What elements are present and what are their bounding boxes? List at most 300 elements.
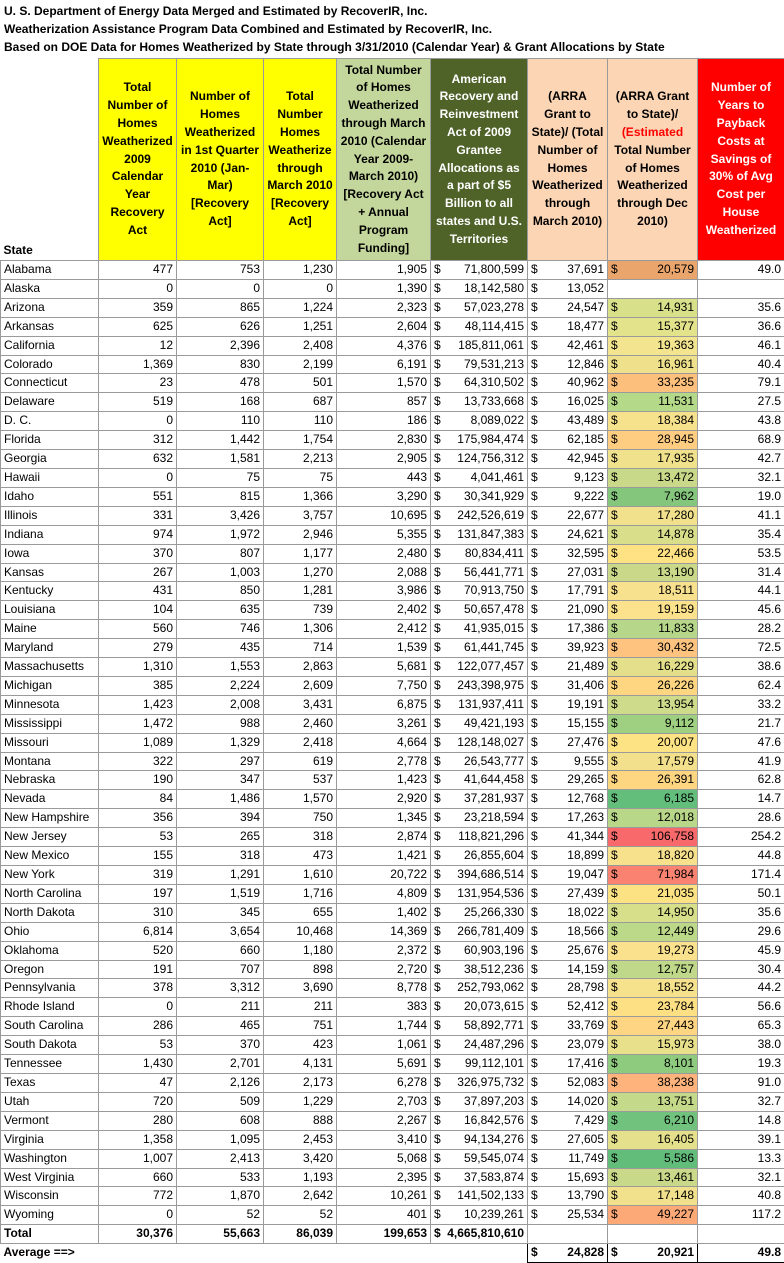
cell-value: 37,897,203	[464, 1094, 524, 1108]
cell-cost-per-home-estimated	[608, 261, 698, 280]
cell-cost-per-home-estimated	[608, 790, 698, 809]
table-row	[1, 979, 784, 998]
table-row	[1, 1073, 784, 1092]
cell-cost-per-home-estimated	[608, 393, 698, 412]
cell-payback-years: 49.0	[698, 261, 784, 280]
cell-cost-per-home-march	[528, 847, 608, 866]
cell-homes-2009: 0	[99, 279, 177, 298]
cell-value: 20,007	[657, 735, 694, 749]
dollar-sign: $	[434, 696, 441, 714]
cell-homes-through-march: 888	[264, 1111, 337, 1130]
cell-homes-total-program: 5,355	[337, 525, 431, 544]
cell-value: 131,954,536	[457, 886, 524, 900]
dollar-sign: $	[611, 1187, 618, 1205]
cell-value: 17,280	[657, 508, 694, 522]
cell-value: 37,691	[567, 262, 604, 276]
cell-value: 56,441,771	[464, 565, 524, 579]
cell-cost-per-home-estimated	[608, 639, 698, 658]
cell-value: 58,892,771	[464, 1018, 524, 1032]
cell-value: 39,923	[567, 640, 604, 654]
cell-value: 243,398,975	[457, 678, 524, 692]
dollar-sign: $	[434, 658, 441, 676]
cell-homes-total-program: 6,875	[337, 695, 431, 714]
cell-cost-per-home-estimated	[608, 733, 698, 752]
dollar-sign: $	[611, 1112, 618, 1130]
cell-value: 128,148,027	[457, 735, 524, 749]
cell-value: 50,657,478	[464, 602, 524, 616]
cell-homes-through-march: 2,609	[264, 676, 337, 695]
dollar-sign: $	[531, 979, 538, 997]
cell-value: 27,476	[567, 735, 604, 749]
dollar-sign: $	[611, 1055, 618, 1073]
dollar-sign: $	[531, 790, 538, 808]
cell-cost-per-home-estimated	[608, 960, 698, 979]
cell-cost-per-home-march	[528, 903, 608, 922]
table-row	[1, 525, 784, 544]
cell-homes-2009: 625	[99, 317, 177, 336]
cell-homes-through-march: 473	[264, 847, 337, 866]
dollar-sign: $	[531, 904, 538, 922]
cell-value: 24,828	[567, 1245, 604, 1259]
cell-cost-per-home-march	[528, 298, 608, 317]
cell-cost-per-home-march	[528, 468, 608, 487]
cell-homes-q1-2010: 345	[177, 903, 264, 922]
cell-value: 394,686,514	[457, 867, 524, 881]
dollar-sign: $	[611, 961, 618, 979]
cell-state: Tennessee	[1, 1055, 99, 1074]
cell-cost-per-home-march	[528, 1130, 608, 1149]
cell-value: 37,281,937	[464, 791, 524, 805]
dollar-sign: $	[611, 734, 618, 752]
cell-value: 17,579	[657, 754, 694, 768]
cell-homes-q1-2010: 3,426	[177, 506, 264, 525]
cell-homes-2009: 560	[99, 620, 177, 639]
cell-payback-years: 40.8	[698, 1187, 784, 1206]
cell-value: 16,405	[657, 1132, 694, 1146]
cell-homes-2009: 279	[99, 639, 177, 658]
dollar-sign: $	[611, 1017, 618, 1035]
cell-payback-years: 31.4	[698, 563, 784, 582]
cell-state: Vermont	[1, 1111, 99, 1130]
cell-state: Alaska	[1, 279, 99, 298]
cell-cost-per-home-estimated	[608, 695, 698, 714]
cell-value: 18,384	[657, 413, 694, 427]
cell-value: 16,025	[567, 394, 604, 408]
cell-cost-per-home-estimated	[608, 582, 698, 601]
cell-homes-q1-2010: 110	[177, 412, 264, 431]
cell-homes-through-march: 2,213	[264, 450, 337, 469]
cell-value: 131,937,411	[458, 697, 524, 711]
cell-homes-q1-2010: 318	[177, 847, 264, 866]
cell-cost-per-home-estimated	[608, 336, 698, 355]
header-homes-through-march: Total Number Homes Weatherize through March 2010 [Recovery Act]	[264, 59, 337, 261]
cell-payback-years: 35.6	[698, 903, 784, 922]
dollar-sign: $	[611, 299, 618, 317]
cell-arra-allocation	[431, 582, 528, 601]
table-row	[1, 1168, 784, 1187]
dollar-sign: $	[531, 620, 538, 638]
cell-state: Minnesota	[1, 695, 99, 714]
cell-arra-allocation	[431, 1130, 528, 1149]
cell-payback-years: 39.1	[698, 1130, 784, 1149]
dollar-sign: $	[531, 337, 538, 355]
cell-state: Colorado	[1, 355, 99, 374]
table-row	[1, 374, 784, 393]
dollar-sign: $	[531, 847, 538, 865]
dollar-sign: $	[434, 488, 441, 506]
table-body	[1, 261, 784, 1263]
cell-homes-through-march: 1,306	[264, 620, 337, 639]
cell-homes-total-program: 443	[337, 468, 431, 487]
cell-payback-years: 42.7	[698, 450, 784, 469]
cell-value: 14,931	[657, 300, 694, 314]
cell-homes-2009: 431	[99, 582, 177, 601]
cell-value: 18,022	[567, 905, 604, 919]
cell-total-empty	[608, 1225, 698, 1244]
cell-value: 141,502,133	[457, 1188, 524, 1202]
header-col7-part-c: Total Number of Homes Weatherized through Dec 2010)	[614, 143, 690, 228]
cell-value: 21,489	[567, 659, 604, 673]
cell-cost-per-home-march	[528, 393, 608, 412]
cell-homes-q1-2010: 509	[177, 1092, 264, 1111]
cell-value: 14,878	[657, 527, 694, 541]
cell-value: 41,644,458	[464, 772, 524, 786]
cell-homes-through-march: 1,366	[264, 487, 337, 506]
cell-value: 17,148	[657, 1188, 694, 1202]
cell-state: Missouri	[1, 733, 99, 752]
cell-homes-2009: 720	[99, 1092, 177, 1111]
dollar-sign: $	[531, 1112, 538, 1130]
cell-value: 30,432	[657, 640, 694, 654]
cell-homes-q1-2010: 1,003	[177, 563, 264, 582]
table-row	[1, 261, 784, 280]
dollar-sign: $	[531, 412, 538, 430]
cell-homes-q1-2010: 478	[177, 374, 264, 393]
cell-arra-allocation	[431, 1206, 528, 1225]
cell-value: 27,031	[567, 565, 604, 579]
table-row	[1, 658, 784, 677]
cell-homes-q1-2010: 660	[177, 941, 264, 960]
table-row	[1, 601, 784, 620]
cell-value: 19,191	[567, 697, 604, 711]
cell-value: 25,266,330	[464, 905, 524, 919]
dollar-sign: $	[611, 998, 618, 1016]
cell-homes-q1-2010: 988	[177, 714, 264, 733]
dollar-sign: $	[531, 1017, 538, 1035]
cell-homes-through-march: 1,610	[264, 866, 337, 885]
cell-cost-per-home-march	[528, 374, 608, 393]
cell-value: 24,487,296	[464, 1037, 524, 1051]
cell-arra-allocation	[431, 639, 528, 658]
cell-cost-per-home-estimated	[608, 1168, 698, 1187]
dollar-sign: $	[531, 507, 538, 525]
table-row	[1, 506, 784, 525]
cell-value: 11,749	[568, 1151, 604, 1165]
cell-value: 17,263	[567, 810, 604, 824]
cell-value: 12,018	[657, 810, 694, 824]
cell-homes-through-march: 3,431	[264, 695, 337, 714]
weatherization-table	[0, 58, 784, 1263]
cell-value: 17,416	[567, 1056, 604, 1070]
cell-homes-through-march: 75	[264, 468, 337, 487]
cell-value: 7,429	[574, 1113, 604, 1127]
cell-arra-allocation	[431, 1187, 528, 1206]
cell-arra-allocation	[431, 847, 528, 866]
header-homes-total-program: Total Number of Homes Weatherized through March 2010 (Calendar Year 2009-March 2010) [Recovery Act + Annual Program Funding]	[337, 59, 431, 261]
cell-payback-years: 36.6	[698, 317, 784, 336]
cell-cost-per-home-estimated	[608, 941, 698, 960]
cell-payback-years: 79.1	[698, 374, 784, 393]
cell-cost-per-home-march	[528, 979, 608, 998]
cell-value: 13,954	[657, 697, 694, 711]
cell-value: 71,984	[657, 867, 694, 881]
dollar-sign: $	[611, 847, 618, 865]
cell-value: 94,134,276	[464, 1132, 524, 1146]
cell-arra-allocation	[431, 903, 528, 922]
dollar-sign: $	[531, 318, 538, 336]
cell-arra-allocation	[431, 506, 528, 525]
dollar-sign: $	[434, 1036, 441, 1054]
cell-arra-allocation	[431, 1168, 528, 1187]
cell-cost-per-home-estimated	[608, 714, 698, 733]
cell-value: 61,441,745	[464, 640, 524, 654]
cell-homes-q1-2010: 1,519	[177, 884, 264, 903]
dollar-sign: $	[434, 677, 441, 695]
cell-homes-q1-2010: 75	[177, 468, 264, 487]
cell-state: South Dakota	[1, 1036, 99, 1055]
cell-value: 28,945	[657, 432, 694, 446]
dollar-sign: $	[531, 526, 538, 544]
cell-homes-total-program: 1,539	[337, 639, 431, 658]
cell-homes-q1-2010: 465	[177, 1017, 264, 1036]
dollar-sign: $	[611, 450, 618, 468]
cell-payback-years: 13.3	[698, 1149, 784, 1168]
table-row	[1, 1206, 784, 1225]
cell-homes-through-march: 1,193	[264, 1168, 337, 1187]
cell-homes-through-march: 1,270	[264, 563, 337, 582]
cell-average-cost-estimated	[608, 1244, 698, 1263]
table-row	[1, 620, 784, 639]
cell-value: 23,784	[657, 999, 694, 1013]
cell-value: 29,265	[567, 772, 604, 786]
cell-homes-through-march: 1,281	[264, 582, 337, 601]
cell-payback-years: 14.7	[698, 790, 784, 809]
cell-cost-per-home-estimated	[608, 847, 698, 866]
cell-homes-total-program: 8,778	[337, 979, 431, 998]
cell-homes-2009: 370	[99, 544, 177, 563]
cell-payback-years: 41.1	[698, 506, 784, 525]
dollar-sign: $	[611, 318, 618, 336]
cell-homes-q1-2010: 0	[177, 279, 264, 298]
cell-homes-through-march: 3,757	[264, 506, 337, 525]
cell-arra-allocation	[431, 620, 528, 639]
cell-homes-through-march: 501	[264, 374, 337, 393]
cell-value: 12,768	[567, 791, 604, 805]
dollar-sign: $	[434, 431, 441, 449]
cell-state: New Mexico	[1, 847, 99, 866]
title-line-2: Weatherization Assistance Program Data Combined and Estimated by RecoverIR, Inc.	[4, 20, 780, 38]
cell-value: 18,899	[567, 848, 604, 862]
header-arra-allocation: American Recovery and Reinvestment Act of 2009 Grantee Allocations as a part of $5 Billion to all states and U.S. Territories	[431, 59, 528, 261]
cell-cost-per-home-march	[528, 960, 608, 979]
dollar-sign: $	[611, 923, 618, 941]
dollar-sign: $	[611, 1036, 618, 1054]
dollar-sign: $	[531, 885, 538, 903]
cell-arra-allocation	[431, 317, 528, 336]
dollar-sign: $	[531, 261, 538, 279]
cell-state: Illinois	[1, 506, 99, 525]
cell-value: 17,935	[657, 451, 694, 465]
dollar-sign: $	[611, 1169, 618, 1187]
cell-value: 16,229	[657, 659, 694, 673]
cell-arra-allocation	[431, 809, 528, 828]
cell-state: Utah	[1, 1092, 99, 1111]
cell-homes-q1-2010: 347	[177, 771, 264, 790]
cell-homes-2009: 280	[99, 1111, 177, 1130]
cell-payback-years: 38.6	[698, 658, 784, 677]
cell-value: 70,913,750	[464, 583, 524, 597]
dollar-sign: $	[434, 639, 441, 657]
cell-payback-years: 43.8	[698, 412, 784, 431]
dollar-sign: $	[611, 564, 618, 582]
cell-value: 41,344	[567, 829, 604, 843]
cell-homes-total-program: 1,345	[337, 809, 431, 828]
cell-state: Oklahoma	[1, 941, 99, 960]
dollar-sign: $	[531, 1036, 538, 1054]
cell-cost-per-home-march	[528, 582, 608, 601]
cell-cost-per-home-estimated	[608, 1187, 698, 1206]
cell-homes-2009: 551	[99, 487, 177, 506]
cell-homes-q1-2010: 1,486	[177, 790, 264, 809]
cell-homes-2009: 1,423	[99, 695, 177, 714]
cell-homes-2009: 974	[99, 525, 177, 544]
cell-value: 40,962	[567, 375, 604, 389]
cell-homes-through-march: 52	[264, 1206, 337, 1225]
cell-arra-allocation	[431, 1073, 528, 1092]
cell-state: Delaware	[1, 393, 99, 412]
header-row	[1, 59, 784, 261]
cell-value: 20,921	[657, 1245, 694, 1259]
cell-state: Connecticut	[1, 374, 99, 393]
cell-state: Florida	[1, 431, 99, 450]
cell-arra-allocation	[431, 998, 528, 1017]
cell-cost-per-home-march	[528, 279, 608, 298]
cell-state: California	[1, 336, 99, 355]
cell-value: 57,023,278	[464, 300, 524, 314]
table-row	[1, 431, 784, 450]
cell-value: 26,855,604	[464, 848, 524, 862]
cell-homes-2009: 190	[99, 771, 177, 790]
cell-total-arra-allocation	[431, 1225, 528, 1244]
cell-payback-years: 41.9	[698, 752, 784, 771]
cell-value: 18,477	[567, 319, 604, 333]
cell-payback-years: 19.0	[698, 487, 784, 506]
dollar-sign: $	[434, 1225, 441, 1243]
cell-cost-per-home-march	[528, 922, 608, 941]
cell-value: 18,820	[657, 848, 694, 862]
cell-value: 242,526,619	[457, 508, 524, 522]
cell-arra-allocation	[431, 1017, 528, 1036]
cell-value: 25,676	[567, 943, 604, 957]
cell-average-empty	[264, 1244, 337, 1263]
header-homes-q1-2010: Number of Homes Weatherized in 1st Quarter 2010 (Jan-Mar) [Recovery Act]	[177, 59, 264, 261]
cell-homes-q1-2010: 815	[177, 487, 264, 506]
cell-homes-2009: 1,430	[99, 1055, 177, 1074]
cell-value: 33,235	[657, 375, 694, 389]
cell-cost-per-home-estimated	[608, 601, 698, 620]
cell-homes-2009: 319	[99, 866, 177, 885]
cell-cost-per-home-march	[528, 336, 608, 355]
cell-cost-per-home-march	[528, 431, 608, 450]
table-row	[1, 1130, 784, 1149]
cell-homes-2009: 477	[99, 261, 177, 280]
cell-state: Kentucky	[1, 582, 99, 601]
cell-arra-allocation	[431, 1055, 528, 1074]
cell-payback-years: 21.7	[698, 714, 784, 733]
cell-homes-q1-2010: 850	[177, 582, 264, 601]
cell-state: Texas	[1, 1073, 99, 1092]
dollar-sign: $	[434, 261, 441, 279]
cell-arra-allocation	[431, 695, 528, 714]
cell-state: New York	[1, 866, 99, 885]
dollar-sign: $	[434, 1131, 441, 1149]
cell-state: Idaho	[1, 487, 99, 506]
dollar-sign: $	[434, 620, 441, 638]
cell-homes-total-program: 5,691	[337, 1055, 431, 1074]
table-row	[1, 450, 784, 469]
cell-value: 25,534	[567, 1207, 604, 1221]
table-row	[1, 336, 784, 355]
cell-payback-years: 14.8	[698, 1111, 784, 1130]
dollar-sign: $	[611, 639, 618, 657]
dollar-sign: $	[434, 847, 441, 865]
dollar-sign: $	[611, 507, 618, 525]
cell-cost-per-home-estimated	[608, 1111, 698, 1130]
cell-cost-per-home-estimated	[608, 809, 698, 828]
cell-arra-allocation	[431, 601, 528, 620]
dollar-sign: $	[434, 337, 441, 355]
cell-homes-2009: 0	[99, 998, 177, 1017]
table-row	[1, 809, 784, 828]
dollar-sign: $	[434, 923, 441, 941]
cell-cost-per-home-estimated	[608, 450, 698, 469]
cell-homes-total-program: 2,323	[337, 298, 431, 317]
cell-homes-2009: 0	[99, 468, 177, 487]
dollar-sign: $	[531, 469, 538, 487]
cell-state: Maryland	[1, 639, 99, 658]
cell-arra-allocation	[431, 525, 528, 544]
cell-homes-2009: 1,310	[99, 658, 177, 677]
cell-homes-q1-2010: 746	[177, 620, 264, 639]
cell-homes-q1-2010: 297	[177, 752, 264, 771]
cell-homes-q1-2010: 52	[177, 1206, 264, 1225]
dollar-sign: $	[434, 1150, 441, 1168]
cell-homes-through-march: 1,229	[264, 1092, 337, 1111]
cell-value: 13,190	[657, 565, 694, 579]
dollar-sign: $	[434, 318, 441, 336]
cell-homes-total-program: 401	[337, 1206, 431, 1225]
cell-homes-q1-2010: 626	[177, 317, 264, 336]
cell-cost-per-home-march	[528, 998, 608, 1017]
table-row	[1, 714, 784, 733]
cell-homes-total-program: 2,480	[337, 544, 431, 563]
dollar-sign: $	[434, 753, 441, 771]
title-line-3: Based on DOE Data for Homes Weatherized by State through 3/31/2010 (Calendar Year) & Grant Allocations by State	[4, 38, 780, 56]
cell-homes-q1-2010: 865	[177, 298, 264, 317]
cell-homes-total-program: 2,402	[337, 601, 431, 620]
table-row	[1, 1055, 784, 1074]
cell-homes-2009: 356	[99, 809, 177, 828]
